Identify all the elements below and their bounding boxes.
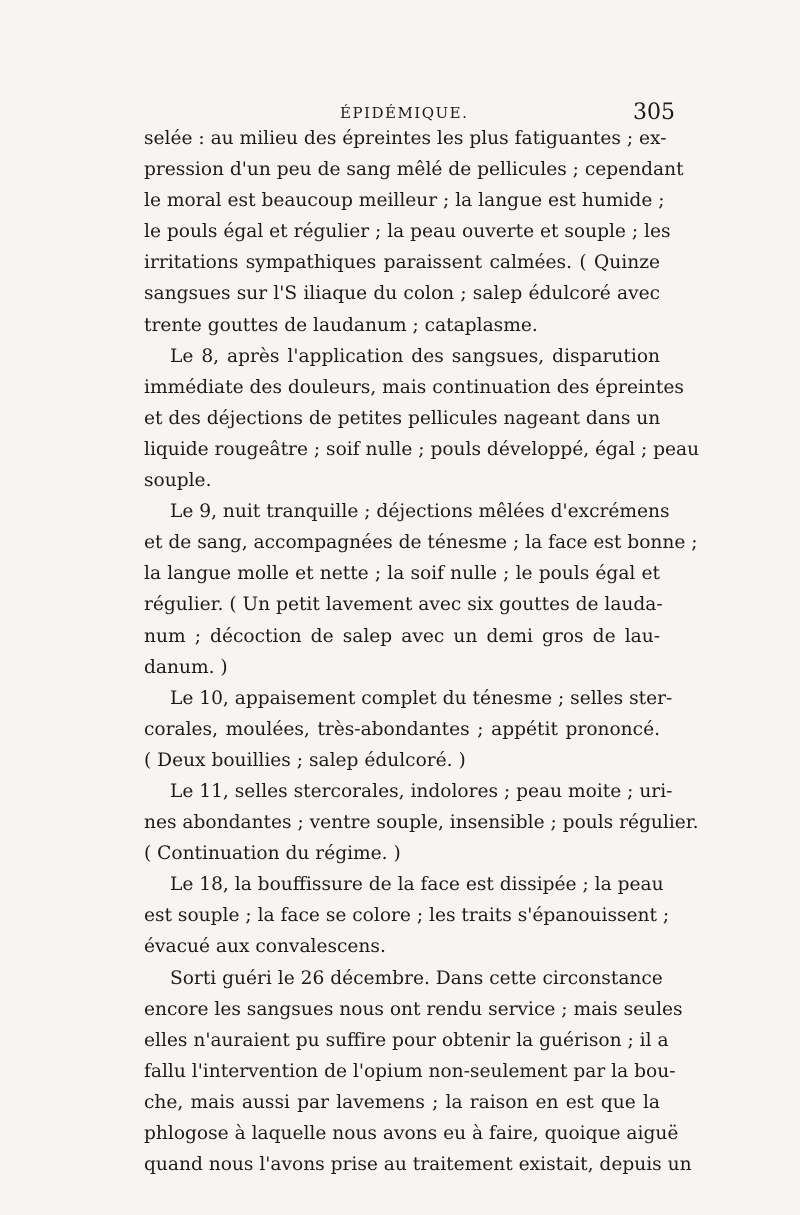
text-line: immédiate des douleurs, mais continuation des épreintes xyxy=(144,376,684,398)
text-line: évacué aux convalescens. xyxy=(144,936,386,958)
text-line: le moral est beaucoup meilleur ; la langue est humide ; xyxy=(144,190,665,212)
text-line: encore les sangsues nous ont rendu service ; mais seules xyxy=(144,998,683,1020)
text-line: irritations sympathiques paraissent calmées. ( Quinze xyxy=(144,252,660,274)
text-line: fallu l'intervention de l'opium non-seulement par la bou- xyxy=(144,1060,676,1082)
text-line: elles n'auraient pu suffire pour obtenir la guérison ; il a xyxy=(144,1029,669,1051)
text-line: ( Deux bouillies ; salep édulcoré. ) xyxy=(144,749,466,771)
text-line: phlogose à laquelle nous avons eu à faire, quoique aiguë xyxy=(144,1123,679,1144)
text-line: pression d'un peu de sang mêlé de pellicules ; cependant xyxy=(144,159,684,181)
text-line: le pouls égal et régulier ; la peau ouverte et souple ; les xyxy=(144,221,671,243)
text-line: la langue molle et nette ; la soif nulle ; le pouls égal et xyxy=(144,563,660,585)
text-line: Le 8, après l'application des sangsues, disparution xyxy=(170,345,660,367)
text-line: et des déjections de petites pellicules nageant dans un xyxy=(144,407,661,429)
text-line: ( Continuation du régime. ) xyxy=(144,843,401,865)
text-line: souple. xyxy=(144,470,212,492)
text-line: corales, moulées, très-abondantes ; appétit prononcé. xyxy=(144,718,660,740)
text-line: num ; décoction de salep avec un demi gros de lau- xyxy=(144,625,660,647)
text-line: et de sang, accompagnées de ténesme ; la face est bonne ; xyxy=(144,532,698,554)
text-line: trente gouttes de laudanum ; cataplasme. xyxy=(144,314,538,336)
text-line: Sorti guéri le 26 décembre. Dans cette circonstance xyxy=(170,967,663,989)
text-line: che, mais aussi par lavemens ; la raison en est que la xyxy=(144,1091,660,1113)
text-line: Le 11, selles stercorales, indolores ; peau moite ; uri- xyxy=(170,780,673,802)
text-line: quand nous l'avons prise au traitement existait, depuis un xyxy=(144,1154,692,1176)
text-line: régulier. ( Un petit lavement avec six gouttes de lauda- xyxy=(144,594,663,616)
running-head: ÉPIDÉMIQUE. xyxy=(340,104,469,122)
text-line: sangsues sur l'S iliaque du colon ; salep édulcoré avec xyxy=(144,283,660,305)
body-text xyxy=(144,123,700,1180)
page-number: 305 xyxy=(633,100,675,125)
text-line: danum. ) xyxy=(144,656,228,678)
text-line: liquide rougeâtre ; soif nulle ; pouls développé, égal ; peau xyxy=(144,438,700,460)
text-line: Le 18, la bouffissure de la face est dissipée ; la peau xyxy=(170,874,664,896)
text-line: nes abondantes ; ventre souple, insensible ; pouls régulier. xyxy=(144,812,699,834)
text-line: Le 9, nuit tranquille ; déjections mêlées d'excrémens xyxy=(170,501,670,523)
text-line: Le 10, appaisement complet du ténesme ; selles ster- xyxy=(170,687,673,709)
text-line: selée : au milieu des épreintes les plus fatiguantes ; ex- xyxy=(144,128,667,149)
text-line: est souple ; la face se colore ; les traits s'épanouissent ; xyxy=(144,905,670,927)
